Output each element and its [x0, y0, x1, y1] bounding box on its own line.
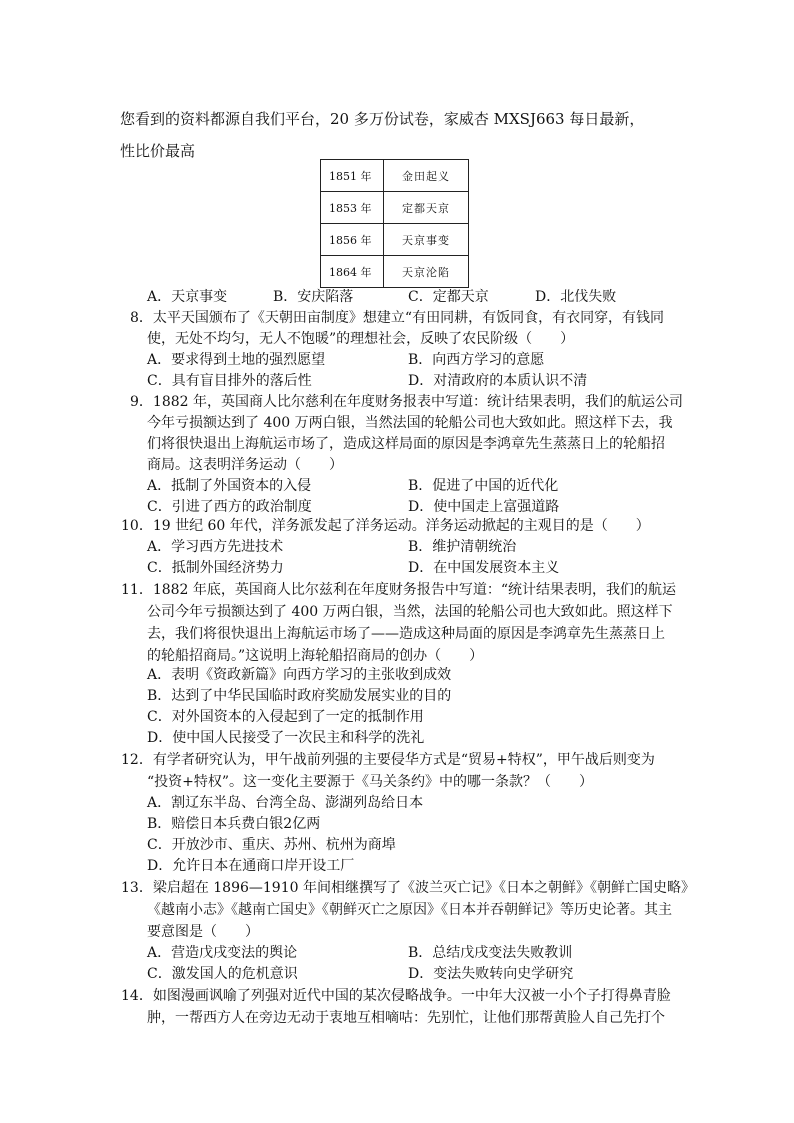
q11-option-a[interactable]: A．表明《资政新篇》向西方学习的主张收到成效 — [147, 667, 452, 683]
table-row — [321, 256, 469, 288]
q8-option-b[interactable]: B．向西方学习的意愿 — [408, 352, 545, 368]
timeline-table — [320, 159, 469, 288]
q13-option-c[interactable]: C．激发国人的危机意识 — [147, 966, 298, 982]
year-cell: 1856 年 — [321, 224, 384, 256]
q13-option-a[interactable]: A．营造戊戌变法的舆论 — [147, 945, 298, 961]
q11-option-d[interactable]: D．使中国人民接受了一次民主和科学的洗礼 — [147, 730, 425, 746]
source-header — [120, 103, 680, 167]
q10-option-d[interactable]: D．在中国发展资本主义 — [408, 560, 560, 576]
table-row — [321, 160, 469, 192]
q11-stem-line: 去，我们将很快退出上海航运市场了——造成这种局面的原因是李鸿章先生蒸蒸日上 — [147, 626, 665, 642]
q9-stem-line: 商局。这表明洋务运动（ ） — [147, 457, 343, 473]
q11-option-c[interactable]: C．对外国资本的入侵起到了一定的抵制作用 — [147, 709, 424, 725]
q10-stem-line: 10．19 世纪 60 年代，洋务派发起了洋务运动。洋务运动掀起的主观目的是（ ） — [121, 518, 650, 534]
q10-option-a[interactable]: A．学习西方先进技术 — [147, 539, 284, 555]
q12-option-a[interactable]: A．割辽东半岛、台湾全岛、澎湖列岛给日本 — [147, 795, 424, 811]
q8-stem-line: 使，无处不均匀，无人不饱暖”的理想社会，反映了农民阶级（ ） — [147, 331, 575, 347]
event-cell: 定都天京 — [384, 192, 469, 224]
q13-option-d[interactable]: D．变法失败转向史学研究 — [408, 966, 574, 982]
q9-option-d[interactable]: D．使中国走上富强道路 — [408, 499, 560, 515]
q10-option-b[interactable]: B．维护清朝统治 — [408, 539, 517, 555]
q7-option-c[interactable]: C．定都天京 — [408, 289, 489, 305]
q12-option-c[interactable]: C．开放沙市、重庆、苏州、杭州为商埠 — [147, 837, 396, 853]
table-row — [321, 224, 469, 256]
q7-option-d[interactable]: D．北伐失败 — [535, 289, 617, 305]
q14-stem-line: 14．如图漫画讽喻了列强对近代中国的某次侵略战争。一中年大汉被一小个子打得鼻青脸 — [121, 988, 671, 1004]
header-line-1: 您看到的资料都源自我们平台，20 多万份试卷，家威杏 MXSJ663 每日最新， — [120, 110, 645, 128]
q11-stem-line: 公司今年亏损额达到了 400 万两白银，当然，法国的轮船公司也大致如此。照这样下 — [147, 604, 673, 620]
q13-stem-line: 13．梁启超在 1896—1910 年间相继撰写了《波兰灭亡记》《日本之朝鲜》《朝鲜亡国史略》 — [121, 880, 695, 896]
q8-option-a[interactable]: A．要求得到土地的强烈愿望 — [147, 352, 326, 368]
q13-stem-line: 《越南小志》《越南亡国史》《朝鲜灭亡之原因》《日本并吞朝鲜记》等历史论著。其主 — [147, 902, 672, 918]
year-cell: 1853 年 — [321, 192, 384, 224]
q7-option-b[interactable]: B．安庆陷落 — [273, 289, 354, 305]
q9-option-b[interactable]: B．促进了中国的近代化 — [408, 478, 559, 494]
q11-stem-line: 的轮船招商局。”这说明上海轮船招商局的创办（ ） — [147, 648, 484, 664]
q12-option-d[interactable]: D．允许日本在通商口岸开设工厂 — [147, 858, 355, 874]
header-line-2: 性比价最高 — [120, 142, 196, 160]
q9-option-c[interactable]: C．引进了西方的政治制度 — [147, 499, 312, 515]
table-row — [321, 192, 469, 224]
event-cell: 天京事变 — [384, 224, 469, 256]
q9-stem-line: 们将很快退出上海航运市场了，造成这样局面的原因是李鸿章先生蒸蒸日上的轮船招 — [147, 436, 665, 452]
q12-stem-line: “投资+特权”。这一变化主要源于《马关条约》中的哪一条款？（ ） — [147, 774, 594, 790]
q12-stem-line: 12．有学者研究认为，甲午战前列强的主要侵华方式是“贸易+特权”，甲午战后则变为 — [121, 752, 655, 768]
q9-stem-line: 9．1882 年，英国商人比尔慈利在年度财务报表中写道：统计结果表明，我们的航运公司 — [130, 394, 683, 410]
q8-stem-line: 8．太平天国颁布了《天朝田亩制度》想建立“有田同耕，有饭同食，有衣同穿，有钱同 — [130, 310, 665, 326]
event-cell: 天京沦陷 — [384, 256, 469, 288]
q10-option-c[interactable]: C．抵制外国经济势力 — [147, 560, 284, 576]
q12-option-b[interactable]: B．赔偿日本兵费白银2亿两 — [147, 816, 321, 832]
q8-option-c[interactable]: C．具有盲目排外的落后性 — [147, 373, 312, 389]
q8-option-d[interactable]: D．对清政府的本质认识不清 — [408, 373, 588, 389]
q7-option-a[interactable]: A．天京事变 — [147, 289, 228, 305]
q14-stem-line: 肿，一帮西方人在旁边无动于衷地互相嘀咕：先别忙，让他们那帮黄脸人自己先打个 — [147, 1010, 665, 1026]
event-cell: 金田起义 — [384, 160, 469, 192]
q13-option-b[interactable]: B．总结戊戌变法失败教训 — [408, 945, 573, 961]
year-cell: 1851 年 — [321, 160, 384, 192]
q11-option-b[interactable]: B．达到了中华民国临时政府奖励发展实业的目的 — [147, 688, 452, 704]
q11-stem-line: 11．1882 年底，英国商人比尔兹利在年度财务报告中写道：“统计结果表明，我们的航运 — [121, 582, 677, 598]
q13-stem-line: 要意图是（ ） — [147, 924, 259, 940]
year-cell: 1864 年 — [321, 256, 384, 288]
q9-option-a[interactable]: A．抵制了外国资本的入侵 — [147, 478, 312, 494]
q9-stem-line: 今年亏损额达到了 400 万两白银，当然法国的轮船公司也大致如此。照这样下去，我 — [147, 415, 673, 431]
